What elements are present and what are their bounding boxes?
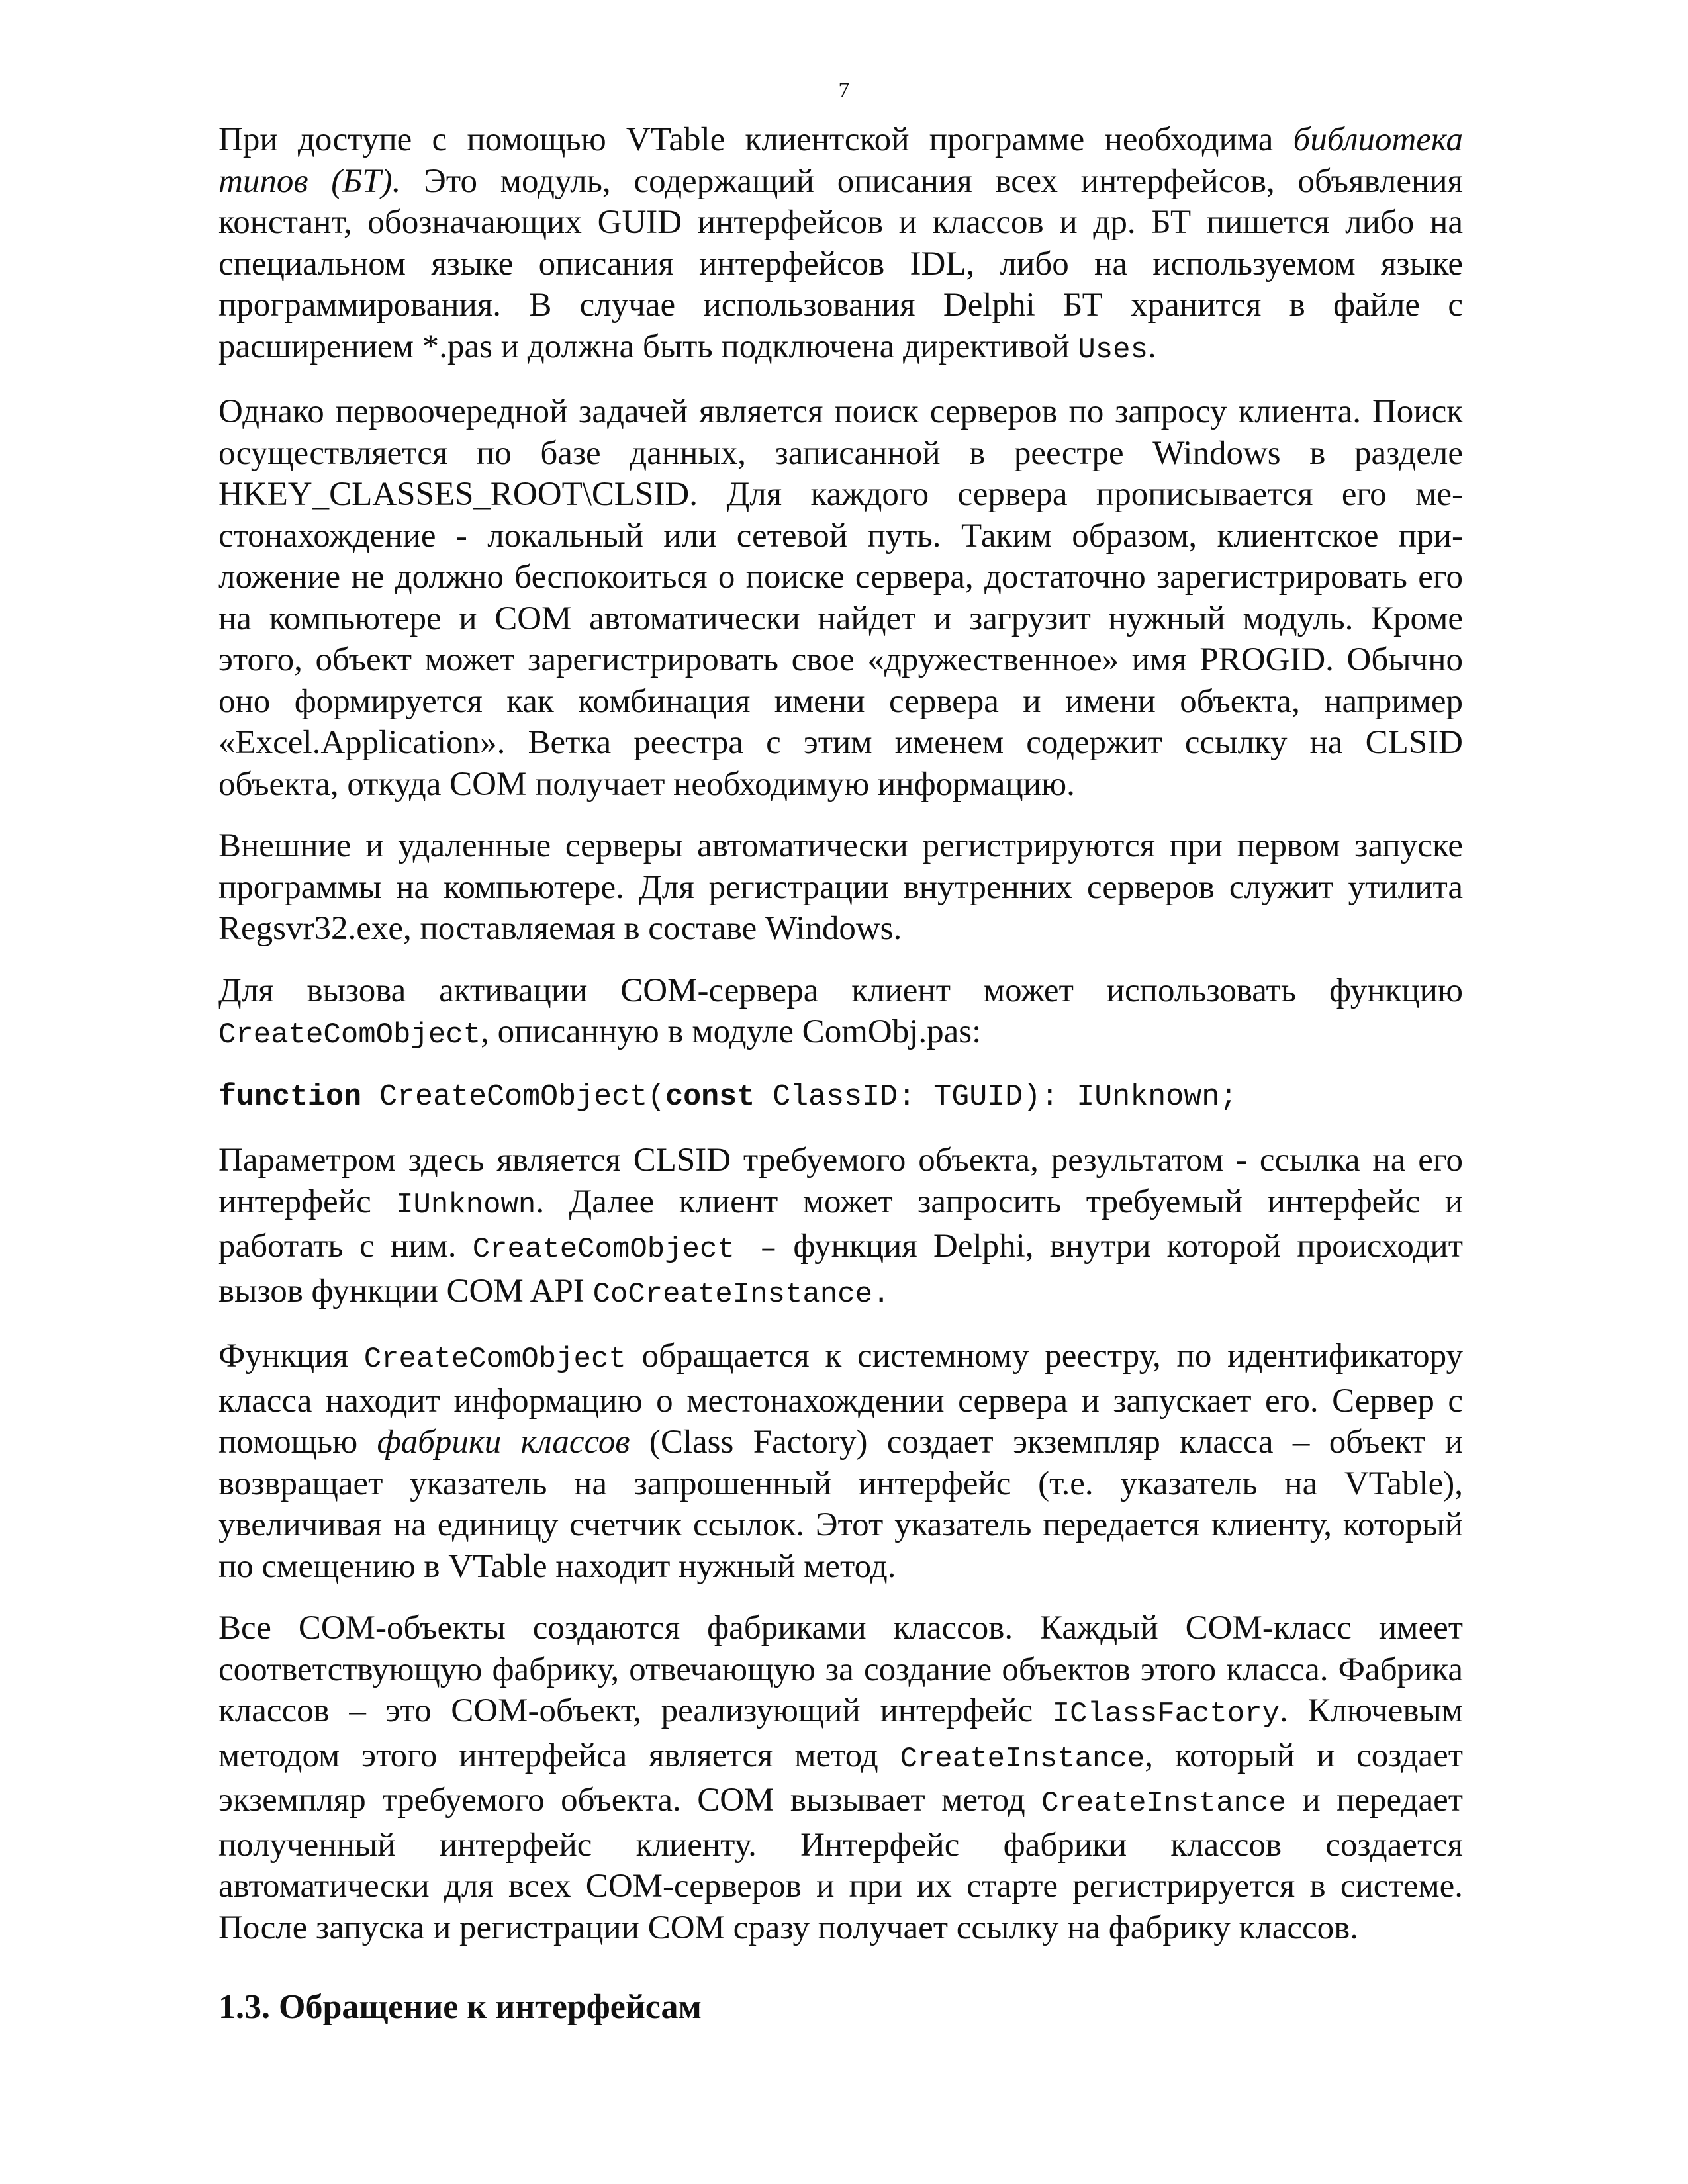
code-iclassfactory: IClassFactory: [1052, 1698, 1280, 1731]
paragraph-class-factory: Функция CreateComObject обращается к системному реестру, по идентификатору класса находит информацию о местонахождении сервера и запускает его. Сервер с помощью фабрики классов (Class Factory) создает экземпляр класса – объект и возвращает указатель на запрошенный интерфейс (т.е. указатель на VTable), увеличивая на единицу счетчик ссылок. Этот указатель передается клиенту, который по смещению в VTable находит нужный метод.: [218, 1338, 1463, 1585]
code-createinstance-2: CreateInstance: [1041, 1787, 1286, 1820]
paragraph-create-com-object: Для вызова активации COM-сервера клиент может использовать функцию CreateComObject, описанную в модуле ComObj.pas:: [218, 972, 1463, 1052]
code-uses: Uses: [1078, 333, 1148, 367]
code-createcomobject: CreateComObject: [218, 1019, 481, 1052]
paragraph-type-library: При доступе с помощью VTable клиентской программе необходима библиотека типов (БТ). Это модуль, содержащий описания всех интерфейсов, объявления констант, обозначающих GUID интерфейсов и классов и др. БТ пишется либо на специальном языке описания интерфейсов IDL, либо на используемом языке программирования. В случае использования Delphi БТ хранится в файле с расширением *.pas и должна быть подключена директивой Uses.: [218, 121, 1463, 367]
paragraph-parameter: Параметром здесь является CLSID требуемого объекта, результатом - ссылка на его интерфейс IUnknown. Далее клиент может запросить требуемый интерфейс и работать с ним. CreateComObject – функция Delphi, внутри которой происходит вызов функции COM API CoCreateInstance.: [218, 1142, 1463, 1311]
code-createcomobject-2: CreateComObject –: [472, 1233, 778, 1266]
code-iunknown: IUnknown: [396, 1188, 536, 1222]
document-body: [218, 73, 1463, 2028]
code-createcomobject-3: CreateComObject: [363, 1343, 626, 1376]
term-type-library: библиотека типов (БТ).: [218, 121, 1463, 200]
paragraph-registration: Внешние и удаленные серверы автоматически регистрируются при первом запуске программы на компьютере. Для регистрации внутренних серверов служит утилита Regsvr32.exe, поставляемая в составе Windows.: [218, 827, 1463, 947]
section-heading: 1.3. Обращение к интерфейсам: [218, 1988, 702, 2026]
code-cocreateinstance: CoCreateInstance.: [592, 1277, 890, 1311]
term-class-factory: фабрики классов: [377, 1424, 630, 1461]
page-number: 7: [838, 78, 850, 103]
code-function-signature: function CreateComObject(const ClassID: TGUID): IUnknown;: [218, 1079, 1238, 1114]
paragraph-server-search: Однако первоочередной задачей является поиск серверов по запросу клиента. Поиск осуществляется по базе данных, записанной в реестре Windows в разделе HKEY_CLASSES_ROOT\CLSID. Для каждого сервера прописывается его местонахождение - локальный или сетевой путь. Таким образом, клиентское приложение не должно беспокоиться о поиске сервера, достаточно зарегистрировать его на компьютере и COM автоматически найдет и загрузит нужный модуль. Кроме этого, объект может зарегистрировать свое «дружественное» имя PROGID. Обычно оно формируется как комбинация имени сервера и имени объекта, например «Excel.Application». Ветка реестра с этим именем содержит ссылку на CLSID объекта, откуда COM получает необходимую информацию.: [218, 393, 1463, 803]
paragraph-com-objects: Все COM-объекты создаются фабриками классов. Каждый COM-класс имеет соответствующую фабрику, отвечающую за создание объектов этого класса. Фабрика классов – это COM-объект, реализующий интерфейс IClassFactory. Ключевым методом этого интерфейса является метод CreateInstance, который и создает экземпляр требуемого объекта. COM вызывает метод CreateInstance и передает полученный интерфейс клиенту. Интерфейс фабрики классов создается автоматически для всех COM-серверов и при их старте регистрируется в системе. После запуска и регистрации COM сразу получает ссылку на фабрику классов.: [218, 1610, 1464, 1946]
code-createinstance: CreateInstance: [900, 1742, 1145, 1776]
